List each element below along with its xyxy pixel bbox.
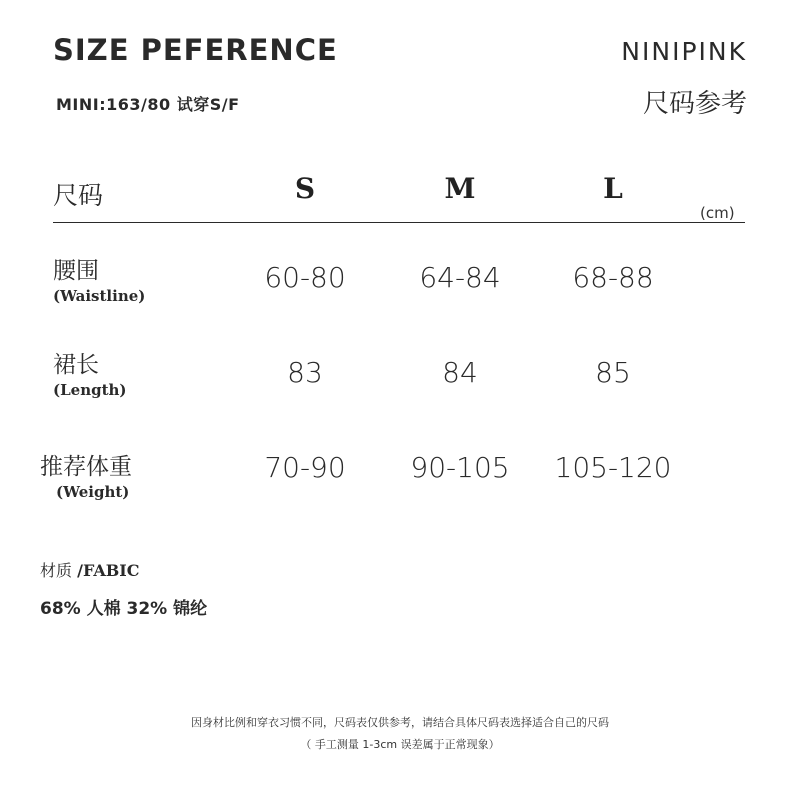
row-sublabel-weight: (Weight) [56, 483, 130, 501]
fabric-composition: 68% 人棉 32% 锦纶 [40, 599, 208, 619]
row-label-waistline: 腰围 [53, 258, 99, 284]
cell-length-m: 84 [442, 356, 478, 389]
page-title: SIZE PEFERENCE [53, 33, 338, 67]
unit-label: (cm) [700, 204, 735, 222]
fabric-label-cn: 材质 [40, 561, 78, 580]
row-label-length: 裙长 [53, 352, 99, 378]
size-header-l: L [603, 172, 623, 205]
row-sublabel-waistline: (Waistline) [53, 287, 146, 305]
cell-weight-l: 105-120 [554, 451, 672, 484]
size-column-header: 尺码 [53, 181, 104, 210]
header-divider [53, 222, 745, 223]
footer-note-line1: 因身材比例和穿衣习惯不同，尺码表仅供参考，请结合具体尺码表选择适合自己的尺码 [191, 716, 609, 729]
cell-waistline-l: 68-88 [572, 261, 654, 294]
page-subtitle: 尺码参考 [642, 89, 747, 119]
cell-waistline-s: 60-80 [264, 261, 346, 294]
cell-length-l: 85 [595, 356, 631, 389]
size-header-m: M [444, 172, 476, 205]
size-header-s: S [294, 172, 316, 205]
footer-note-line2: （ 手工测量 1-3cm 误差属于正常现象） [300, 738, 500, 751]
fabric-label [40, 558, 140, 581]
row-sublabel-length: (Length) [53, 381, 127, 399]
cell-weight-s: 70-90 [264, 451, 346, 484]
model-info: MINI:163/80 试穿S/F [56, 95, 240, 114]
cell-length-s: 83 [287, 356, 323, 389]
cell-weight-m: 90-105 [410, 451, 510, 484]
brand-name: NINIPINK [621, 37, 747, 66]
cell-waistline-m: 64-84 [419, 261, 501, 294]
row-label-weight: 推荐体重 [40, 454, 132, 480]
fabric-label-en: /FABIC [77, 561, 140, 580]
